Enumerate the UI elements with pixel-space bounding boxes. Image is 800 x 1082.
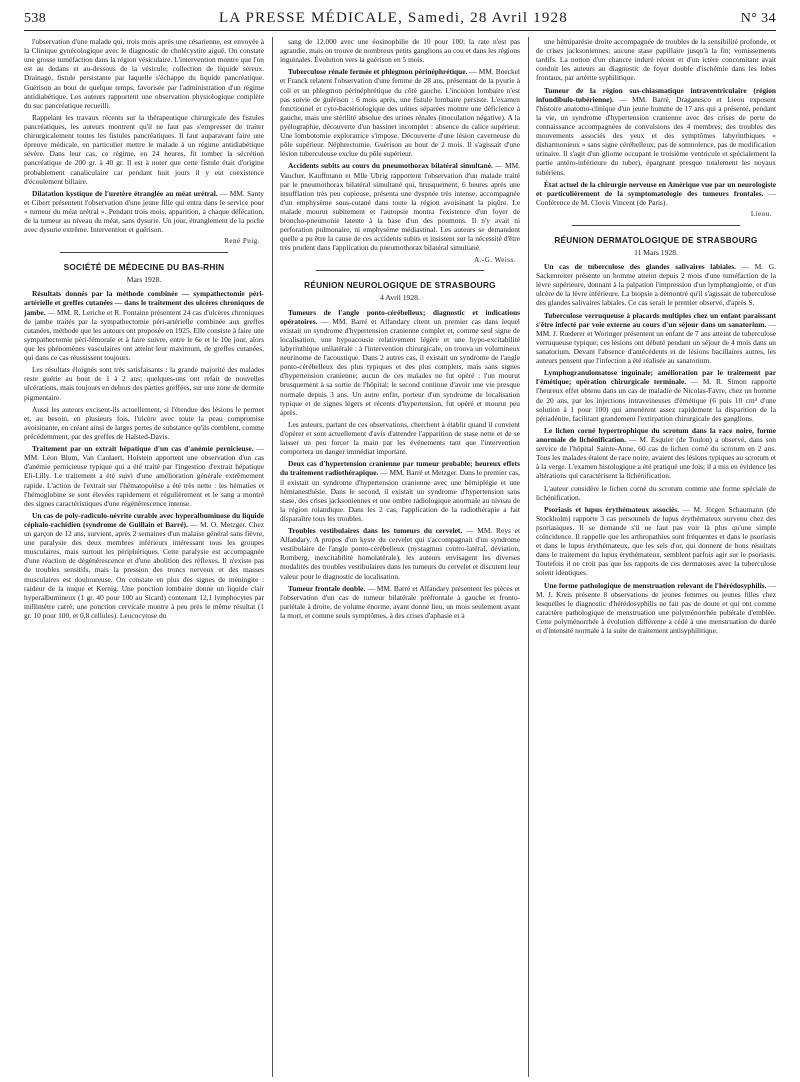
abstract-heading: Tumeur de la région sus-chiasmatique intraventriculaire (région infundibulo-tubérienne). xyxy=(536,85,776,104)
page-number: 538 xyxy=(24,11,47,26)
abstract-body: — MM. R. Leriche et R. Fontaine présentent 24 cas d'ulcères chroniques de jambe traités par la sympathectomie péri-artérielle combinée aux greffes cutanées, méthode que les auteurs ont proposée en 1925. Elle consiste à faire une sympathectomie péri-fémorale et à faire suivre, entre le 6e et le 10e jour, alors que les phénomènes vasculaires ont atteint leur maximum, de greffes cutanées, qui dans ce cas réussissent toujours. xyxy=(24,307,264,363)
abstract xyxy=(536,180,776,207)
abstract-heading: Résultats donnés par la méthode combinée — sympathectomie péri-artérielle et greffes cutanées — dans le traitement des ulcères chroniques de jambe. xyxy=(24,289,264,317)
abstract xyxy=(24,444,264,508)
abstract xyxy=(280,67,520,158)
paragraph: sang de 12.000 avec une éosinophilie de 10 pour 100; la rate n'est pas agrandie, mais on trouve de nombreux petits ganglions au cou et dans les régions inguinales. Évolution vers la guérison en 5 mois. xyxy=(280,37,520,65)
abstract-body: — M. Jörgen Schaumann (de Stockholm) rapporte 3 cas personnels de lupus érythémateux survenu chez des psoriasiques. Il se demande s'il ne faut pas voir là plus qu'une simple coïncidence. Il rappelle que les arthropathies sont fréquentes et dans le psoriasis et dans le lupus érythémateux, que les sels d'or, qui donnent de bons résultats dans le traitement du lupus érythémateux, semblent parfois agir sur le psoriasis. Toutefois il ne croit pas que les rapports de ces dermatoses avec la tuberculose soient identiques. xyxy=(536,504,776,578)
abstract-body: — M. R. Simon rapporte l'heureux effet obtenu dans un cas de maladie de Nicolas-Favre, chez un homme de 20 ans, par les injections intraveineuses d'émétique (6 puis 10 cm³ d'une solution à 1 pour 100) qui amenèrent assez rapidement la disparition de la périadénite, facilitant grandement l'extirpation chirurgicale des ganglions. xyxy=(536,377,776,423)
abstract-heading: Tuberculose rénale fermée et phlegmon périnéphrétique. xyxy=(288,67,468,77)
abstract-heading: Traitement par un extrait hépatique d'un cas d'anémie pernicieuse. xyxy=(32,444,254,454)
abstract-body: — MM. Barré, Draganesco et Lieou exposent l'histoire anatomo-clinique d'un jeune homme de 17 ans qui a présenté, pendant la vie, un syndrome d'hypertension cranienne avec des crises de perte de connaissance accompagnées de convulsions des 4 membres; des troubles des mouvements associés des yeux et des symptômes labyrinthiques « disharmonieux » sans signe cérébelleux; pas de somnolence, pas de modification urinaire. Il s'agit d'un gliome occupant le troisième ventricule et spécialement la partie antéro-inférieure du tuber), épargnant presque totalement les noyaux tubériens. xyxy=(536,94,776,177)
abstract-body: — M. J. Kreis présente 8 observations de jeunes femmes ou jeunes filles chez lesquelles le diagnostic d'hérédosyphilis ne fait pas de doute et qui ont comme caractère pathologique de menstruation une polyménorrhée pubérale d'emblée. Cette polyménorrhée à évolution différente a cédé à une menstruation de durée et d'intensité normale à la suite de traitement antisyphilitique. xyxy=(536,580,776,636)
abstract-body: — MM. Barré et Alfandary citent un premier cas dans lequel existait un syndrome d'hypertension cranienne complet et, comme seul signe de localisation, une hypoacousie relativement légère et une hypo-excitabilité labyrinthique unilatérale : à l'intervention chirurgicale, on trouva un volumineux neurinome de l'acoustique. Dans 2 autres cas, il existait un syndrome de l'angle ponto-cérébelleux des plus typiques et des plus complets, mais sans signes d'hypertension cranienne; aucun de ces malades ne fut opéré : l'un mourut brusquement à sa sortie de l'hôpital; le second continue d'avoir une vie presque normale depuis 3 ans. Un autre enfin, porteur d'un syndrome de localisation typique et de signes légers et récents d'hypertension, fut opéré et mourut peu après. xyxy=(280,316,520,417)
section-title: SOCIÉTÉ DE MÉDECINE DU BAS-RHIN xyxy=(63,262,225,272)
abstract-heading: Un cas de tuberculose des glandes salivaires labiales. xyxy=(544,261,736,271)
abstract xyxy=(536,505,776,578)
divider xyxy=(572,225,740,226)
abstract-heading: Le lichen corné hypertrophique du scrotum dans la race noire, forme anormale de lichénification. xyxy=(536,425,776,444)
abstract-body: — MM. J. Rœderer et Woringer présentent un enfant de 7 ans atteint de tuberculose verruqueuse typique; ces lésions ont débuté pendant un séjour de 4 mois dans un sanatorium. Devant l'absence d'antécédents et de lésions bacillaires autres, les auteurs pensent que l'infection a été réalisée au sanatorium. xyxy=(536,319,776,366)
paragraph: une hémiparésie droite accompagnée de troubles de la sensibilité profonde, et de crises jacksoniennes; aucune stase papillaire jusqu'à la fin; vomissements tardifs. La notion d'un chancre induré récent et d'un ictère concomitant avait conduit les auteurs au diagnostic de foyer double d'ischémie dans les lobes frontaux, par artérite syphilitique. xyxy=(536,37,776,83)
section-date: 11 Mars 1928. xyxy=(634,247,678,257)
abstract-heading: Accidents subits au cours du pneumothorax bilatéral simultané. xyxy=(288,161,493,171)
abstract-heading: Troubles vestibulaires dans les tumeurs du cervelet. xyxy=(288,526,463,536)
abstract-heading: Tuberculose verruqueuse à placards multiples chez un enfant paraissant s'être infecté par voie externe au cours d'un séjour dans un sanatorium. xyxy=(536,310,776,329)
page-header xyxy=(24,10,776,31)
section-date: 4 Avril 1928. xyxy=(380,293,420,303)
abstract-body: — MM. Barré et Metzger. Dans le premier cas, il existait un syndrome d'hypertension cranienne avec une hémiplégie et une hémianesthésie. Dans le second, il existait un syndrome d'hypertension sans stase, des crises jacksoniennes et une ombre radiologique anormale au niveau de la région rolandique. Dans les 2 cas, l'application de la radiothérapie a fait disparaître tous les troubles. xyxy=(280,468,520,523)
abstract-heading: Dilatation kystique de l'uretère étranglée au méat urétral. xyxy=(32,188,218,198)
abstract xyxy=(24,511,264,620)
abstract-heading: Tumeurs de l'angle ponto-cérébelleux; diagnostic et indications opératoires. xyxy=(280,307,520,326)
abstract xyxy=(536,262,776,308)
abstract-heading: Psoriasis et lupus érythémateux associés. xyxy=(544,504,680,514)
abstract xyxy=(536,311,776,366)
author-signature: Lieou. xyxy=(750,209,772,218)
abstract xyxy=(280,526,520,581)
section-title: RÉUNION NEUROLOGIQUE DE STRASBOURG xyxy=(304,281,496,291)
abstract-body: — M. G. Sackenreiter présente un homme atteint depuis 2 mois d'une tuméfaction de la lèvre supérieure, donnant à la palpation l'impression d'un lymphangiome, et d'un ulcère de la lèvre inférieure. La biopsie a démontré qu'il s'agissait de tuberculose des glandes salivaires labiales. Ce cas serait le premier observé, d'après S. xyxy=(536,261,776,308)
issue-number: N° 34 xyxy=(740,11,776,26)
abstract xyxy=(536,368,776,423)
paragraph: Aussi les auteurs excisent-ils actuellement, si l'étendue des lésions le permet et, au besoin, en plusieurs fois, l'ulcère avec toute la peau compromise avoisinante, en créant ainsi de larges pertes de substance qu'ils comblent, comme précédemment, par des greffes de Halsted-Davis. xyxy=(24,404,264,441)
abstract xyxy=(536,86,776,177)
abstract-heading: Une forme pathologique de menstruation relevant de l'hérédosyphilis. xyxy=(544,580,767,590)
abstract-body: — M. O. Metzger. Chez un garçon de 12 ans, survient, après 2 semaines d'un malaise général sans fièvre, une paralysie des deux membres inférieurs intéressant tous les groupes musculaires, mais surtout les périphériques. Cette paralysie est accompagnée d'une réaction de dégénérescence et d'une abolition des réflexes. Il n'existe pas de troubles sensitifs, mais la pression des troncs nerveux et des masses musculaires est douloureuse. On constate en plus des signes de méningite : raideur de la nuque et Kernig. Une ponction lombaire donne un liquide clair hyperalbumineux (1 gr. 40 pour 100 au Sicard) contenant 12,1 lymphocytes par millimètre carré; une ponction cervicale montre à peu près le même résultat (1 gr. 10 pour 100, et 0,8 cellules). Leucocytose du xyxy=(24,519,264,621)
column-right xyxy=(528,37,776,1077)
abstract xyxy=(280,161,520,252)
section-title: RÉUNION DERMATOLOGIQUE DE STRASBOURG xyxy=(554,235,758,245)
abstract-heading: Un cas de poly-radiculo-névrite curable avec hyperalbuminose du liquide céphalo-rachidien (syndrome de Guillain et Barré). xyxy=(24,510,264,529)
abstract xyxy=(24,289,264,362)
abstract-body: — MM. Santy et Cibert présentent l'observation d'une jeune fille qui entra dans le service pour « tumeur du méat urétral ». Pendant trois mois, apparition, à chaque défécation, de la tumeur au niveau du méat, sans dysurie. Un jour, étranglement de la poche avec dysurie extrême. Intervention et guérison. xyxy=(24,188,264,235)
abstract-heading: État actuel de la chirurgie nerveuse en Amérique vue par un neurologiste et particulièrement de la symptomatologie des tumeurs frontales. xyxy=(536,179,776,198)
paragraph: l'observation d'une malade qui, trois mois après une césarienne, est envoyée à la Clinique gynécologique avec le diagnostic de cholécystite aiguë. On constate une grosse tuméfaction dans la région vésiculaire. L'intervention montre que l'on est au dedans et au-dessous de la vésicule; collection de liquide séreux. Drainage, fistule persistante par laquelle s'échappe du liquide pancréatique. Guérison au bout de quelque temps, favorisée par l'administration d'un régime antidiabétique. Les auteurs rapportent une observation physiologique complète du suc pancréatique recueilli. xyxy=(24,37,264,110)
abstract-body: — Conférence de M. Clovis Vincent (de Paris). xyxy=(536,188,776,207)
journal-title: LA PRESSE MÉDICALE, Samedi, 28 Avril 1928 xyxy=(219,10,568,26)
paragraph: Les résultats éloignés sont très satisfaisants : la grande majorité des malades reste guérie au bout de 1 à 2 ans; quelques-uns ont refait de nouvelles ulcérations, mais toujours en dehors des parties greffées, sur une zone de dermite pigmentaire. xyxy=(24,365,264,402)
abstract xyxy=(536,426,776,481)
divider xyxy=(60,252,228,253)
abstract-heading: Deux cas d'hypertension cranienne par tumeur probable; heureux effets du traitement radiothérapique. xyxy=(280,459,520,478)
author-signature: René Puig. xyxy=(224,237,260,246)
abstract-body: — MM. Léon Blum, Van Caulaert, Holstein apportent une observation d'un cas d'anémie pernicieuse typique qui a été traité par l'ingestion d'extrait hépatique Eli-Lilly. Le traitement a été suivi d'une amélioration générale extrêmement rapide. L'action de l'extrait sur l'hématopoïèse a été très nette : les hématies et l'hémoglobine se sont élevées rapidement et régulièrement et le sang a montré des signes caractéristiques d'une régénérescence intense. xyxy=(24,444,264,508)
abstract xyxy=(280,584,520,620)
column-left xyxy=(24,37,264,1077)
abstract xyxy=(24,189,264,235)
abstract-body: — MM. Vaucher, Kauffmann et Mlle Uhrig rapportent l'observation d'un malade traité par le pneumothorax bilatéral simultané qui, brusquement, 6 heures après une insufflation très peu copieuse, présenta une dyspnée très intense, accompagnée d'un emphysème sous-cutané dans toute la région avoisinant la piqûre. Le malade mourut subitement et l'autopsie montra l'existence d'un foyer de broncho-pneumonie latente à la base d'un des poumons. Il n'y avait ni perforation pulmonaire, ni emphysème médiastinal. Les auteurs se demandent quelle a pu être la cause de ces accidents subits et insistent sur la nécessité d'être très prudent dans l'application du pneumothorax bilatéral simultané. xyxy=(280,161,520,253)
paragraph: L'auteur considère le lichen corné du scrotum comme une forme spéciale de lichénification. xyxy=(536,483,776,502)
paragraph: Les auteurs, partant de ces observations, cherchent à établir quand il convient d'opérer et sont actuellement d'avis d'attendre l'apparition de stase nette et de se laisser un peu forcer la main par les événements tant que l'intervention comportera un danger immédiat important. xyxy=(280,419,520,457)
abstract-body: — MM. Boeckel et Franck relatent l'observation d'une femme de 28 ans, présentant de la pyurie à coli et un phlegmon périnéphrétique du côté gauche. L'incision lombaire n'est pas suivie de guérison : 6 mois après, une fistule lombaire persiste. L'examen fonctionnel et cyto-bactériologique des urines séparées montre une déficience à gauche, mais une stérilité absolue des urines rénales (inoculation négative). A la pyélographie, découverte d'un bassinet incomplet : absence du calice supérieur. Une lombotomie exploratrice s'impose. Découverte d'une lésion caverneuse du pôle supérieur. Néphrectomie. Guérison au bout de 2 mois. Il s'agissait d'une lésion tuberculeuse exclue du pôle supérieur. xyxy=(280,67,520,159)
paragraph: Rappelant les travaux récents sur la thérapeutique chirurgicale des fistules pancréatiques, les auteurs montrent qu'il ne faut pas s'empresser de traiter chirurgicalement toutes les fistules pancréatiques. Il faut auparavant faire une épreuve médicale, en particulier mettre le malade à un régime antidiabétique sévère. Dans leur cas, ce régime, en 24 heures, fit tomber la sécrétion pancréatique de 200 gr. à 40 gr. Il est à noter que cette fistule était d'origine probablement canaliculaire car pendant huit jours il y eut coexistence d'écoulement biliaire. xyxy=(24,112,264,186)
abstract xyxy=(280,459,520,523)
abstract-heading: Tumeur frontale double. xyxy=(288,583,366,593)
abstract-heading: Lymphogranulomatose inguinale; amélioration par le traitement par l'émétique; opération chirurgicale terminale. xyxy=(536,368,776,387)
abstract-body: — MM. Reys et Alfandary. A propos d'un kyste du cervelet qui s'accompagnait d'un syndrome vestibulaire de l'angle ponto-cérébelleux (nystagmus contro-latéral, déviation, Romberg, inexcitabilité homolatérale), les auteurs envisagent les diverses modalités des troubles vestibulaires dans les tumeurs du cervelet et discutent leur valeur pour le diagnostic de localisation. xyxy=(280,526,520,581)
section-date: Mars 1928. xyxy=(126,274,162,284)
abstract-body: — MM. Barré et Alfandary présentent les pièces et l'observation d'un cas de tumeur bilatérale préfrontale à gauche et fronto-pariétale à droite, de volume énorme, ayant donné lieu, un mois seulement avant la mort, et comme seuls symptômes, à des crises d'aphasie et à xyxy=(280,583,520,621)
divider xyxy=(316,270,484,271)
author-signature: A.-G. Weiss. xyxy=(474,255,516,264)
abstract xyxy=(536,581,776,636)
column-middle xyxy=(272,37,520,1077)
abstract-body: — M. Esquier (de Toulon) a observé, dans son service de l'hôpital Sainte-Anne, 60 cas de lichen corné du scrotum en 2 ans. Tous les malades étaient de race noire, avaient des lésions typiques au scrotum et à la verge. L'examen histologique a été pratiqué une fois; il a mis en évidence les altérations qui caractérisent la lichénification. xyxy=(536,434,776,481)
abstract xyxy=(280,308,520,417)
